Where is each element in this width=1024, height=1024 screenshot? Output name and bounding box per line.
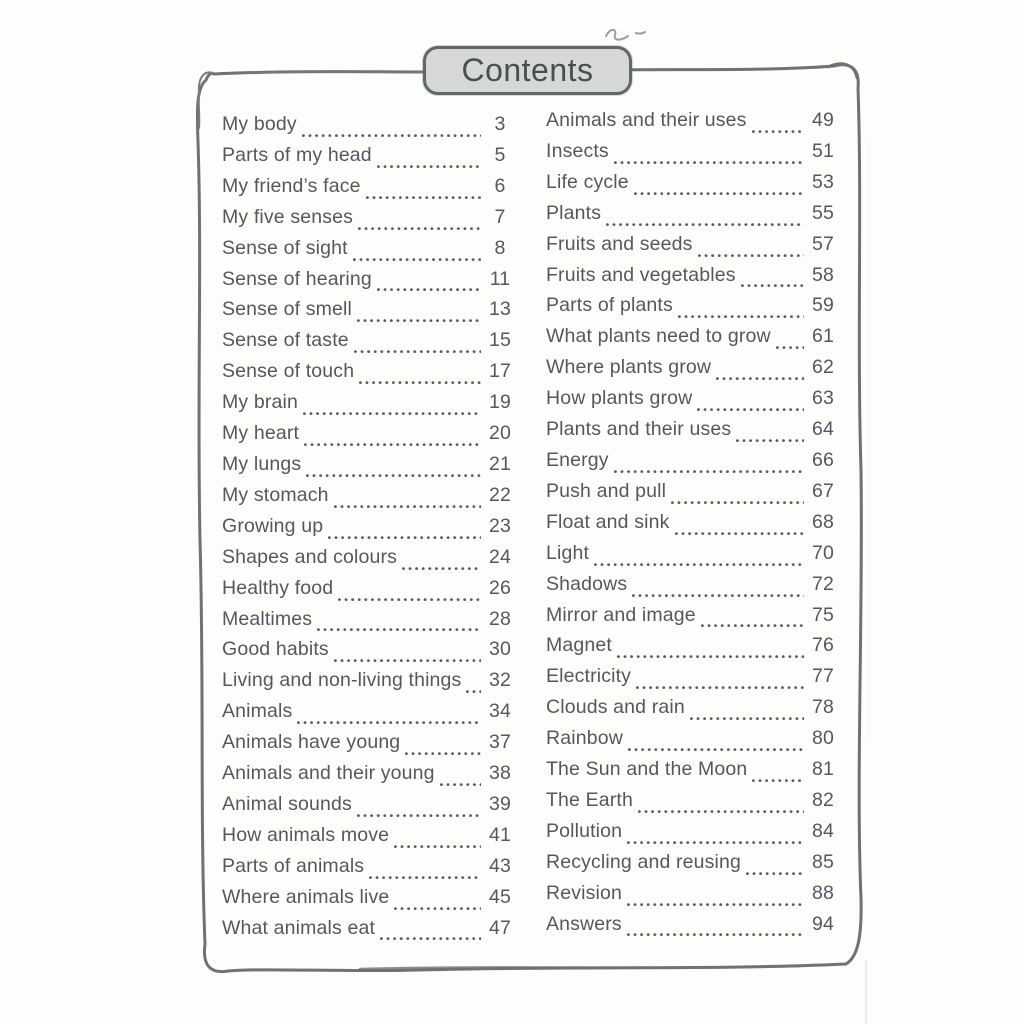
- toc-entry: [546, 665, 837, 696]
- dot-leader: [402, 567, 481, 571]
- toc-entry-page: 32: [489, 669, 511, 692]
- toc-entry: [222, 608, 514, 639]
- toc-entry-label: Animals and their young: [222, 762, 435, 785]
- toc-entry: [546, 109, 837, 140]
- toc-entry-label: Sense of smell: [222, 298, 352, 321]
- toc-entry-label: What plants need to grow: [546, 325, 771, 348]
- toc-entry-page: 70: [812, 541, 834, 564]
- dot-leader: [628, 748, 804, 752]
- toc-entry: [546, 171, 837, 202]
- toc-entry-label: Sense of hearing: [222, 267, 372, 290]
- toc-entry-page: 94: [812, 912, 834, 935]
- page-title: Contents: [461, 52, 594, 88]
- toc-entry: [546, 913, 837, 944]
- toc-entry: [546, 542, 837, 573]
- toc-entry-page: 37: [489, 731, 511, 754]
- toc-entry: [222, 731, 514, 762]
- toc-entry: [222, 917, 514, 948]
- dot-leader: [353, 258, 481, 262]
- toc-entry-label: Sense of sight: [222, 236, 348, 259]
- toc-entry-page: 15: [489, 329, 511, 352]
- dot-leader: [366, 196, 481, 200]
- toc-entry-page: 24: [489, 545, 511, 568]
- dot-leader: [440, 783, 481, 787]
- toc-entry-page: 13: [489, 298, 511, 321]
- toc-entry-label: Fruits and vegetables: [546, 263, 736, 286]
- toc-entry: [546, 387, 837, 418]
- dot-leader: [671, 501, 804, 505]
- dot-leader: [627, 933, 804, 937]
- dot-leader: [698, 254, 804, 258]
- dot-leader: [338, 598, 481, 602]
- toc-entry: [546, 696, 837, 727]
- toc-entry: [546, 758, 837, 789]
- contents-title-box: [423, 46, 632, 95]
- toc-entry-label: Where animals live: [222, 885, 390, 908]
- dot-leader: [594, 563, 804, 567]
- toc-entry-label: Energy: [546, 448, 609, 471]
- toc-entry-label: Light: [546, 541, 590, 564]
- toc-entry-page: 21: [489, 452, 511, 475]
- dot-leader: [716, 377, 804, 381]
- toc-entry: [222, 824, 514, 855]
- dot-leader: [776, 346, 804, 350]
- toc-entry-page: 8: [494, 236, 506, 259]
- toc-entry-label: Growing up: [222, 514, 324, 537]
- toc-entry: [546, 789, 837, 820]
- dot-leader: [701, 624, 804, 628]
- toc-entry-label: Answers: [546, 912, 622, 935]
- dot-leader: [752, 130, 804, 134]
- toc-column-left: [222, 113, 514, 947]
- toc-entry: [222, 422, 514, 453]
- dot-leader: [328, 536, 481, 540]
- toc-entry-page: 51: [812, 139, 834, 162]
- toc-entry-label: The Sun and the Moon: [546, 758, 748, 781]
- toc-entry-label: Clouds and rain: [546, 696, 685, 719]
- toc-entry: [222, 793, 514, 824]
- toc-entry: [546, 202, 837, 233]
- toc-entry: [222, 700, 514, 731]
- toc-entry-page: 59: [812, 294, 834, 317]
- toc-entry-page: 22: [489, 483, 511, 506]
- toc-entry: [222, 175, 514, 206]
- toc-entry-label: Good habits: [222, 638, 329, 661]
- toc-entry-label: Living and non-living things: [222, 669, 462, 692]
- toc-entry-label: Sense of taste: [222, 329, 349, 352]
- dot-leader: [354, 350, 481, 354]
- toc-entry: [546, 264, 837, 295]
- dot-leader: [636, 686, 804, 690]
- toc-entry: [546, 325, 837, 356]
- toc-entry-label: My lungs: [222, 452, 302, 475]
- dot-leader: [617, 655, 804, 659]
- dot-leader: [304, 443, 481, 447]
- toc-entry: [222, 855, 514, 886]
- dot-leader: [741, 284, 804, 288]
- toc-entry-page: 7: [494, 205, 506, 228]
- toc-entry-page: 23: [489, 514, 511, 537]
- toc-entry-page: 3: [494, 113, 506, 135]
- toc-entry: [546, 233, 837, 264]
- toc-entry-page: 68: [812, 510, 834, 533]
- toc-column-right: [546, 109, 837, 943]
- toc-entry: [222, 515, 514, 546]
- toc-entry: [546, 356, 837, 387]
- dot-leader: [357, 319, 481, 323]
- toc-entry-page: 66: [812, 448, 834, 471]
- toc-entry: [222, 638, 514, 669]
- toc-entry: [546, 820, 837, 851]
- toc-entry: [546, 480, 837, 511]
- dot-leader: [334, 659, 481, 663]
- dot-leader: [394, 845, 481, 849]
- toc-entry: [222, 546, 514, 577]
- toc-entry-label: Magnet: [546, 634, 612, 657]
- toc-entry-label: Life cycle: [546, 170, 629, 193]
- toc-entry-page: 80: [812, 727, 834, 750]
- dot-leader: [357, 814, 481, 818]
- toc-entry-label: Mealtimes: [222, 607, 313, 630]
- toc-entry-page: 53: [812, 170, 834, 193]
- dot-leader: [358, 227, 481, 231]
- dot-leader: [690, 717, 804, 721]
- toc-entry-label: Animals: [222, 700, 293, 723]
- toc-entry-label: Mirror and image: [546, 603, 696, 626]
- toc-entry: [546, 418, 837, 449]
- toc-entry-label: My five senses: [222, 205, 354, 228]
- toc-entry-label: Revision: [546, 881, 622, 904]
- toc-entry: [222, 669, 514, 700]
- toc-entry: [222, 453, 514, 484]
- toc-entry: [222, 886, 514, 917]
- toc-entry-label: Recycling and reusing: [546, 850, 742, 873]
- toc-entry-page: 34: [489, 700, 511, 723]
- toc-entry-label: My brain: [222, 391, 298, 414]
- toc-entry: [222, 577, 514, 608]
- toc-entry-label: Insects: [546, 139, 609, 162]
- toc-entry-page: 43: [489, 854, 511, 877]
- pen-scribble: [606, 30, 645, 40]
- dot-leader: [678, 315, 804, 319]
- toc-entry-label: Healthy food: [222, 576, 334, 599]
- toc-entry-label: My body: [222, 113, 297, 135]
- dot-leader: [627, 903, 804, 907]
- toc-entry-label: My friend’s face: [222, 174, 361, 197]
- dot-leader: [334, 505, 481, 509]
- toc-entry-label: Rainbow: [546, 727, 623, 750]
- toc-entry: [546, 511, 837, 542]
- dot-leader: [377, 165, 481, 169]
- toc-entry: [546, 604, 837, 635]
- toc-entry-label: Where plants grow: [546, 356, 712, 379]
- dot-leader: [627, 841, 804, 845]
- dot-leader: [752, 779, 804, 783]
- toc-entry: [222, 206, 514, 237]
- toc-entry-page: 57: [812, 232, 834, 255]
- dot-leader: [697, 408, 804, 412]
- toc-entry-page: 19: [489, 391, 511, 414]
- toc-entry-page: 77: [812, 665, 834, 688]
- toc-entry-page: 5: [494, 143, 506, 166]
- toc-entry-label: Sense of touch: [222, 360, 355, 383]
- toc-entry-page: 28: [489, 607, 511, 630]
- toc-entry: [222, 391, 514, 422]
- dot-leader: [466, 690, 481, 694]
- toc-entry-label: Animals and their uses: [546, 109, 747, 131]
- toc-entry-page: 55: [812, 201, 834, 224]
- toc-entry-label: How plants grow: [546, 387, 693, 410]
- toc-entry-page: 6: [494, 174, 506, 197]
- toc-entry: [546, 449, 837, 480]
- dot-leader: [380, 937, 481, 941]
- dot-leader: [736, 439, 804, 443]
- toc-entry: [222, 237, 514, 268]
- toc-entry: [222, 484, 514, 515]
- toc-entry-page: 64: [812, 418, 834, 441]
- toc-entry-label: Electricity: [546, 665, 632, 688]
- toc-entry-label: Plants and their uses: [546, 418, 732, 441]
- toc-entry: [222, 268, 514, 299]
- toc-entry-label: The Earth: [546, 788, 633, 811]
- toc-entry-label: My stomach: [222, 483, 329, 506]
- toc-entry-page: 26: [489, 576, 511, 599]
- toc-entry-label: Parts of animals: [222, 854, 365, 877]
- toc-entry-label: Animals have young: [222, 731, 401, 754]
- toc-entry-label: Pollution: [546, 819, 623, 842]
- dot-leader: [606, 223, 804, 227]
- toc-entry-label: Animal sounds: [222, 792, 352, 815]
- toc-entry-label: What animals eat: [222, 916, 376, 939]
- toc-entry-label: Fruits and seeds: [546, 232, 693, 255]
- dot-leader: [302, 134, 481, 138]
- toc-entry: [546, 727, 837, 758]
- dot-leader: [675, 532, 805, 536]
- toc-entry: [222, 360, 514, 391]
- dot-leader: [632, 594, 804, 598]
- toc-entry-page: 41: [489, 823, 511, 846]
- dot-leader: [303, 412, 481, 416]
- toc-entry-label: Float and sink: [546, 510, 670, 533]
- toc-entry-label: My heart: [222, 422, 300, 445]
- toc-entry-label: Shadows: [546, 572, 628, 595]
- toc-entry-page: 45: [489, 885, 511, 908]
- toc-entry-page: 20: [489, 422, 511, 445]
- toc-entry: [546, 882, 837, 913]
- toc-entry: [222, 329, 514, 360]
- toc-entry: [546, 634, 837, 665]
- toc-entry-label: How animals move: [222, 823, 390, 846]
- dot-leader: [297, 721, 481, 725]
- toc-entry-page: 39: [489, 792, 511, 815]
- toc-entry-page: 30: [489, 638, 511, 661]
- toc-entry: [546, 294, 837, 325]
- toc-entry-page: 72: [812, 572, 834, 595]
- toc-entry-page: 47: [489, 916, 511, 939]
- toc-entry-label: Parts of plants: [546, 294, 673, 317]
- toc-entry: [222, 298, 514, 329]
- toc-entry-page: 78: [812, 696, 834, 719]
- toc-entry: [222, 113, 514, 144]
- toc-entry-page: 62: [812, 356, 834, 379]
- toc-entry: [546, 851, 837, 882]
- dot-leader: [614, 470, 804, 474]
- toc-entry-page: 11: [489, 267, 511, 290]
- toc-entry-page: 38: [489, 762, 511, 785]
- toc-entry-page: 75: [812, 603, 834, 626]
- dot-leader: [377, 288, 481, 292]
- toc-entry-page: 49: [812, 109, 834, 131]
- dot-leader: [614, 161, 804, 165]
- toc-entry-page: 61: [812, 325, 834, 348]
- dot-leader: [306, 474, 481, 478]
- dot-leader: [634, 192, 804, 196]
- dot-leader: [317, 628, 481, 632]
- dot-leader: [405, 752, 481, 756]
- toc-entry-page: 81: [812, 758, 834, 781]
- dot-leader: [638, 810, 804, 814]
- toc-entry-page: 82: [812, 788, 834, 811]
- toc-entry-label: Shapes and colours: [222, 545, 398, 568]
- dot-leader: [369, 876, 481, 880]
- toc-entry-page: 17: [489, 360, 511, 383]
- toc-entry-page: 63: [812, 387, 834, 410]
- toc-entry: [222, 144, 514, 175]
- toc-entry: [222, 762, 514, 793]
- toc-entry-label: Push and pull: [546, 479, 667, 502]
- toc-entry-page: 84: [812, 819, 834, 842]
- toc-entry-page: 85: [812, 850, 834, 873]
- toc-entry-label: Plants: [546, 201, 602, 224]
- toc-entry-page: 76: [812, 634, 834, 657]
- toc-entry-page: 88: [812, 881, 834, 904]
- toc-entry-page: 67: [812, 479, 834, 502]
- toc-entry-page: 58: [812, 263, 834, 286]
- dot-leader: [394, 907, 481, 911]
- toc-entry: [546, 573, 837, 604]
- dot-leader: [746, 872, 804, 876]
- toc-entry-label: Parts of my head: [222, 143, 372, 166]
- dot-leader: [359, 381, 481, 385]
- toc-entry: [546, 140, 837, 171]
